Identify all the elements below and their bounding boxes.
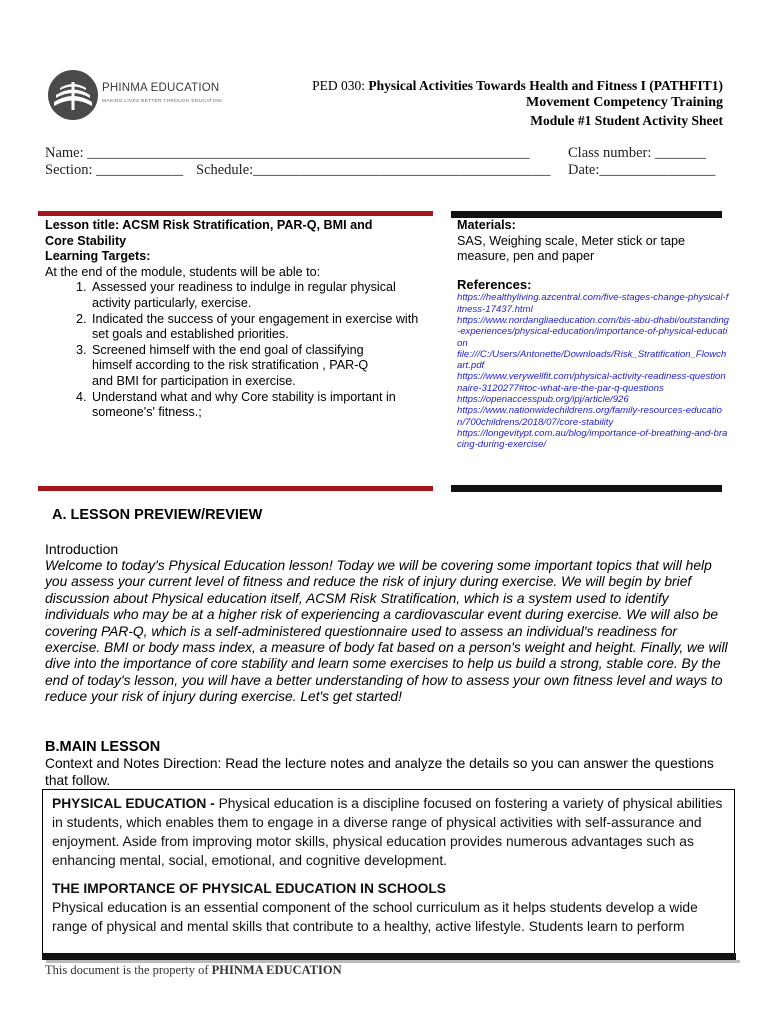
materials-text: SAS, Weighing scale, Meter stick or tape measure, pen and paper: [457, 233, 685, 264]
materials-top-bar: [451, 211, 722, 218]
class-number-field[interactable]: Class number: _______: [568, 145, 706, 161]
sheet-subtitle: Movement Competency Training: [525, 95, 723, 110]
section-b-heading: B.MAIN LESSON: [45, 739, 161, 755]
importance-title: THE IMPORTANCE OF PHYSICAL EDUCATION IN SCHOOLS: [52, 881, 446, 896]
learning-target-2: 2. Indicated the success of your engagement in exercise with set goals and established priorities.: [90, 312, 430, 343]
lesson-bottom-bar: [38, 486, 433, 491]
learning-targets-list: [45, 280, 430, 420]
learning-target-1: 1. Assessed your readiness to indulge in regular physical activity particularly, exercise.: [90, 280, 430, 311]
reference-link[interactable]: https://www.nationwidechildrens.org/family-resources-education/700childrens/2018/07/core-stability: [457, 405, 723, 428]
learning-targets-heading: Learning Targets:: [45, 249, 151, 264]
introduction-heading: Introduction: [45, 541, 119, 557]
importance-body: Physical education is an essential component of the school curriculum as it helps students develop a wide range of physical and mental skills that contribute to a healthy, active lifestyle. Students learn to perform: [52, 900, 698, 934]
footer-note: [45, 963, 342, 978]
reference-link[interactable]: https://www.verywellfit.com/physical-activity-readiness-questionnaire-3120277#toc-what-are-the-par-q-questions: [457, 371, 726, 394]
section-field[interactable]: Section: ____________: [45, 162, 184, 178]
phinma-logo: [46, 68, 222, 122]
lecture-notes-box: [42, 789, 735, 955]
footer-owner: PHINMA EDUCATION: [211, 963, 342, 977]
pe-paragraph: [52, 794, 734, 870]
learning-targets-intro: At the end of the module, students will be able to:: [45, 264, 321, 279]
lecture-direction: Context and Notes Direction: Read the lecture notes and analyze the details so you can answer the questions that follow.: [45, 756, 714, 788]
course-title: Physical Activities Towards Health and Fitness I (PATHFIT1): [368, 78, 723, 93]
materials-box: [457, 218, 729, 451]
date-field[interactable]: Date:________________: [568, 162, 716, 178]
course-code: PED 030:: [312, 78, 365, 93]
reference-link[interactable]: https://healthyliving.azcentral.com/five-stages-change-physical-fitness-17437.html: [457, 292, 729, 315]
learning-target-3: 3. Screened himself with the end goal of classifying himself according to the risk stratification , PAR-Q and BMI for participation in exercise.: [90, 343, 430, 390]
lesson-top-bar: [38, 211, 433, 216]
reference-link[interactable]: https://www.nordangliaeducation.com/bis-abu-dhabi/outstanding-experiences/physical-education/importance-of-physical-education: [457, 314, 729, 349]
schedule-field[interactable]: Schedule:_________________________________________: [196, 162, 551, 178]
logo-brand-text: PHINMA EDUCATION: [102, 82, 220, 94]
materials-bottom-bar: [451, 485, 722, 492]
logo-tagline: MAKING LIVES BETTER THROUGH EDUCATION: [102, 99, 222, 104]
footer-bar: [42, 953, 736, 960]
introduction-body: Welcome to today's Physical Education lesson! Today we will be covering some important topics that will help you assess your current level of fitness and reduce the risk of injury during exercise. We will begin by brief discussion about Physical education itself, ACSM Risk Stratification, which is a system used to identify individuals who may be at a higher risk of experiencing a cardiovascular event during exercise. We will also be covering PAR-Q, which is a self-administered questionnaire used to assess an individual's readiness for exercise. BMI or body mass index, a measure of body fat based on a person's weight and height. Finally, we will dive into the importance of core stability and learn some exercises to help us build a strong, stable core. By the end of today's lesson, you will have a better understanding of how to assess your own fitness level and ways to reduce your risk of injury during exercise. Let's get started!: [45, 558, 728, 705]
name-field[interactable]: Name: _____________________________________________________________: [45, 145, 530, 161]
reference-link[interactable]: https://longevitypt.com.au/blog/importance-of-breathing-and-bracing-during-exercise/: [457, 427, 728, 451]
section-a-heading: A. LESSON PREVIEW/REVIEW: [52, 507, 263, 523]
phinma-emblem-icon: [46, 68, 100, 122]
pe-title: PHYSICAL EDUCATION -: [52, 796, 215, 811]
reference-link[interactable]: https://openaccesspub.org/ipj/article/926: [457, 394, 629, 406]
lesson-info-box: [45, 218, 430, 421]
lesson-title-line2: Core Stability: [45, 233, 127, 248]
materials-heading: Materials:: [457, 218, 516, 232]
course-line: [312, 78, 723, 94]
references-heading: References:: [457, 276, 532, 292]
references-section: [457, 277, 729, 451]
lesson-title-line1: Lesson title: ACSM Risk Stratification, PAR-Q, BMI and: [45, 218, 373, 232]
footer-prefix: This document is the property of: [45, 963, 212, 977]
module-title: Module #1 Student Activity Sheet: [530, 113, 723, 128]
pe-body: Physical education is a discipline focused on fostering a variety of physical abilities in students, which enables them to engage in a diverse range of physical activities with self-assurance and enjoyment. Aside from improving motor skills, physical education provides numerous advantages such as enhancing mental, social, emotional, and cognitive development.: [52, 796, 723, 868]
reference-link[interactable]: file:///C:/Users/Antonette/Downloads/Risk_Stratification_Flowchart.pdf: [457, 348, 727, 372]
learning-target-4: 4. Understand what and why Core stability is important in someone's' fitness.;: [90, 390, 430, 421]
